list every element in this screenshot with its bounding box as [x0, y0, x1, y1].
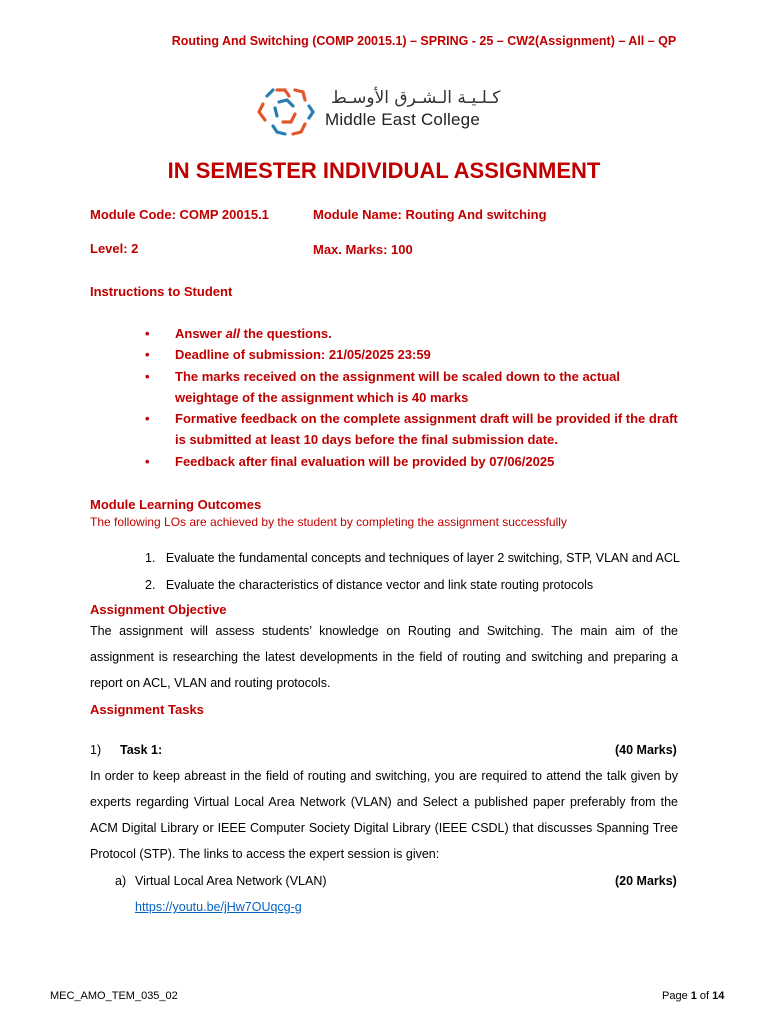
- college-logo: [255, 86, 515, 138]
- instructions-heading: Instructions to Student: [90, 284, 233, 299]
- instruction-item: • Deadline of submission: 21/05/2025 23:59: [145, 344, 685, 365]
- instruction-item: • The marks received on the assignment will be scaled down to the actual weightage of the assignment which is 40 marks: [145, 366, 685, 409]
- objective-text: The assignment will assess students’ knowledge on Routing and Switching. The main aim of the assignment is researching the latest developments in the field of routing and switching and preparing a report on ACL, VLAN and routing protocols.: [90, 624, 678, 690]
- outcomes-heading: Module Learning Outcomes: [90, 497, 262, 512]
- outcome-item: 2. Evaluate the characteristics of distance vector and link state routing protocols: [145, 578, 594, 592]
- instruction-item: • Answer all the questions.: [145, 323, 685, 344]
- subtask-a-marks: (20 Marks): [615, 874, 677, 888]
- document-header: Routing And Switching (COMP 20015.1) – SPRING - 25 – CW2(Assignment) – All – QP: [171, 34, 677, 48]
- task1-marks: (40 Marks): [615, 743, 677, 757]
- instructions-list: [145, 323, 685, 472]
- task1-text: In order to keep abreast in the field of routing and switching, you are required to attend the talk given by experts regarding Virtual Local Area Network (VLAN) and Select a published paper preferably from the ACM Digital Library or IEEE Computer Society Digital Library (IEEE CSDL) that discusses Spanning Tree Protocol (STP). The links to access the expert session is given:: [90, 769, 678, 861]
- vlan-video-link[interactable]: https://youtu.be/jHw7OUqcg-g: [135, 900, 302, 914]
- subtask-a-text: Virtual Local Area Network (VLAN): [135, 874, 327, 888]
- module-level: Level: 2: [90, 241, 139, 256]
- module-name: Module Name: Routing And switching: [313, 207, 547, 222]
- objective-heading: Assignment Objective: [90, 602, 227, 617]
- footer-doc-code: MEC_AMO_TEM_035_02: [50, 990, 178, 1002]
- mec-logo-icon: [255, 86, 317, 138]
- footer-page-number: Page 1 of 14: [662, 990, 725, 1002]
- outcomes-list: [145, 545, 725, 599]
- logo-arabic-text: كـلـيـة الـشـرق الأوسـط: [331, 88, 501, 108]
- tasks-heading: Assignment Tasks: [90, 702, 204, 717]
- outcome-item: 1. Evaluate the fundamental concepts and techniques of layer 2 switching, STP, VLAN and ACL: [145, 551, 680, 565]
- page-title: IN SEMESTER INDIVIDUAL ASSIGNMENT: [167, 158, 601, 183]
- max-marks: Max. Marks: 100: [313, 242, 413, 257]
- task1-label: Task 1:: [120, 743, 163, 757]
- instruction-item: • Formative feedback on the complete assignment draft will be provided if the draft is submitted at least 10 days before the final submission date.: [145, 408, 685, 451]
- logo-english-text: Middle East College: [325, 110, 480, 129]
- instruction-item: • Feedback after final evaluation will be provided by 07/06/2025: [145, 451, 685, 472]
- subtask-a-label: a): [115, 874, 127, 888]
- module-code: Module Code: COMP 20015.1: [90, 207, 269, 222]
- outcomes-subtitle: The following LOs are achieved by the student by completing the assignment successfully: [90, 515, 567, 529]
- task1-number: 1): [90, 743, 102, 757]
